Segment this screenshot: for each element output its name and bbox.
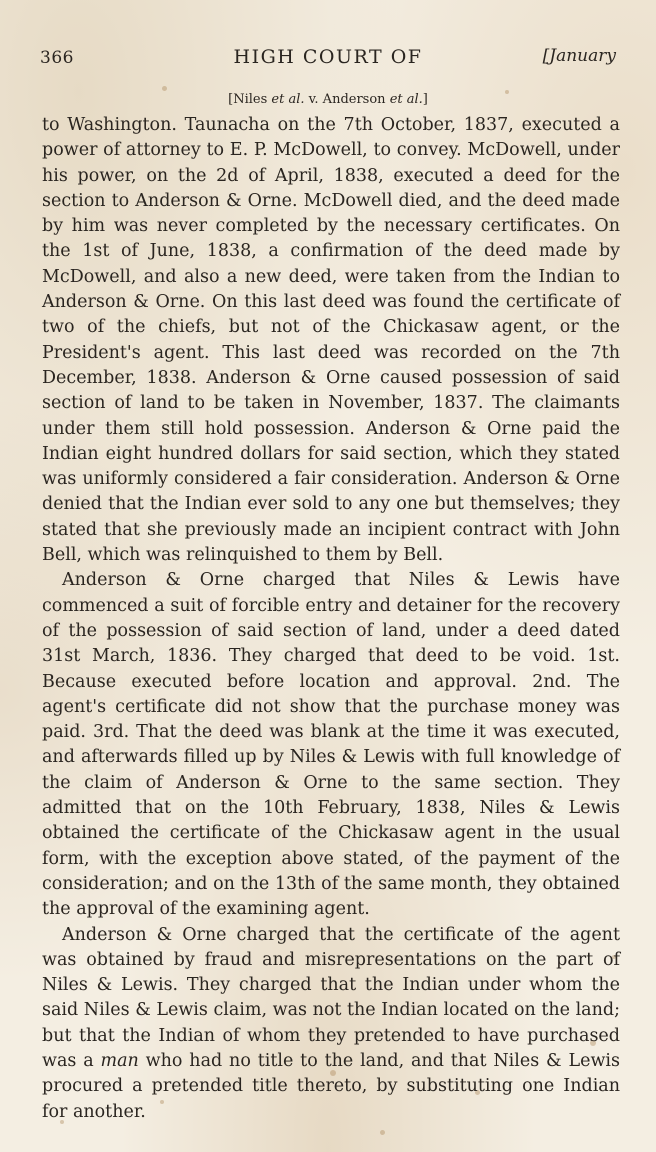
paragraph-text: who had no title to the land, and that Niles & Lewis procured a pretended title thereto, by substituting one Indian for another. [42,1050,620,1122]
case-caption-et-al: et al. [271,92,305,107]
case-caption-open: [Niles [228,92,272,107]
emphasized-word: man [100,1050,139,1071]
case-caption-et-al: et al. [389,92,423,107]
foxing-spot [162,86,167,91]
paragraph-continued: to Washington. Taunacha on the 7th October, 1837, executed a power of attorney to E. P. McDowell, to convey. McDowell, under his power, on the 2d of April, 1838, executed a deed for the section to Anderson & Orne. McDowell died, and the deed made by him was never completed by the necessary certificates. On the 1st of June, 1838, a confirmation of the deed made by McDowell, and also a new deed, were taken from the Indian to Anderson & Orne. On this last deed was found the certificate of two of the chiefs, but not of the Chickasaw agent, or the President's agent. This last deed was recorded on the 7th December, 1838. Anderson & Orne caused possession of said section of land to be taken in November, 1837. The claimants under them still hold possession. Anderson & Orne paid the Indian eight hundred dollars for said section, which they stated was uniformly considered a fair consideration. Anderson & Orne denied that the Indian ever sold to any one but themselves; they stated that she previously made an incipient contract with John Bell, which was relinquished to them by Bell. [42,115,620,566]
paragraph [42,923,620,1125]
running-month: [January [542,46,616,66]
running-title: HIGH COURT OF [233,46,423,68]
page-header [40,44,616,74]
paragraph: Anderson & Orne charged that Niles & Lewis have commenced a suit of forcible entry and detainer for the recovery of the possession of said section of land, under a deed dated 31st March, 1836. They charged that deed to be void. 1st. Because executed before location and approval. 2nd. The agent's certificate did not show that the purchase money was paid. 3rd. That the deed was blank at the time it was executed, and afterwards filled up by Niles & Lewis with full knowledge of the claim of Anderson & Orne to the same section. They admitted that on the 10th February, 1838, Niles & Lewis obtained the certificate of the Chickasaw agent in the usual form, with the exception above stated, of the payment of the consideration; and on the 13th of the same month, they obtained the approval of the examining agent. [42,570,620,920]
foxing-spot [380,1130,385,1135]
case-caption [0,92,656,107]
body-text [42,113,620,1125]
page-number: 366 [40,48,74,68]
case-caption-close: ] [422,92,428,107]
case-caption-mid: v. Anderson [304,92,390,107]
paragraph-text: Anderson & Orne charged that the certificate of the agent was obtained by fraud and misrepresentations on the part of Niles & Lewis. They charged that the Indian under whom the said Niles & Lewis claim, was not the Indian located on the land; but that the Indian of whom they pretended to have purchased was a [42,924,620,1071]
